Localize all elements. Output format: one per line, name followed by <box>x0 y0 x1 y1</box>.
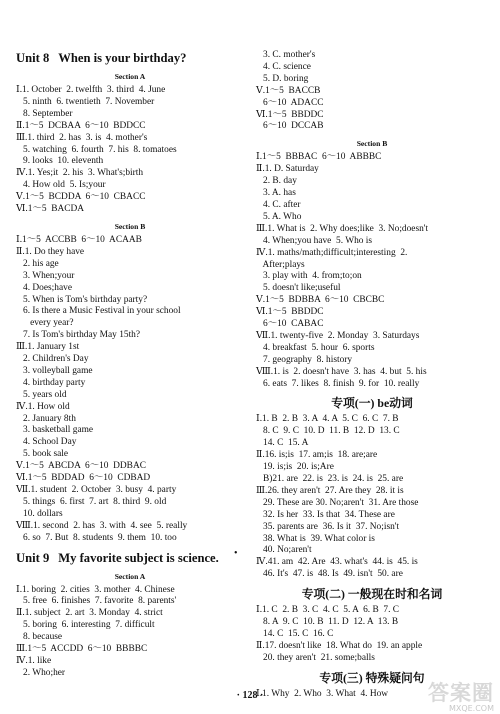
right-column <box>256 50 488 701</box>
answer-line: After;plays <box>256 259 305 270</box>
answer-line: 3. play with 4. from;to;on <box>256 271 362 282</box>
answer-line: 4. C. science <box>256 61 311 72</box>
answer-line: 38. What is 39. What color is <box>256 533 375 544</box>
answer-line: 9. looks 10. eleventh <box>16 156 104 167</box>
answer-line: 46. It's 47. is 48. Is 49. isn't 50. are <box>256 569 403 580</box>
answer-line: Ⅰ.1～5 ACCBB 6～10 ACAAB <box>16 234 142 245</box>
answer-line: 5. When is Tom's birthday party? <box>16 294 148 305</box>
answer-line: 2. Who;her <box>16 667 66 678</box>
answer-line: 6. Is there a Music Festival in your school <box>16 306 181 317</box>
left-column <box>16 48 244 680</box>
answer-line: Ⅳ.1. How old <box>16 401 70 412</box>
answer-line: 14. C 15. C 16. C <box>256 628 334 639</box>
special-topic-1-heading: 专项(一) be动词 <box>331 396 413 411</box>
unit8-title: When is your birthday? <box>58 51 187 65</box>
answer-line: Ⅱ.1～5 DCBAA 6～10 BDDCC <box>16 120 146 131</box>
answer-line: 19. is;is 20. is;Are <box>256 462 334 473</box>
watermark-url: MXQE.COM <box>448 704 494 713</box>
answer-line: Ⅵ.1～5 BBDDC <box>256 307 324 318</box>
special-topic-2-answers <box>256 605 488 665</box>
stray-dot: • <box>234 548 238 559</box>
answer-line: Ⅰ.1～5 BBBAC 6～10 ABBBC <box>256 152 382 163</box>
answer-line: 5. boring 6. interesting 7. difficult <box>16 620 155 631</box>
answer-line: 4. breakfast 5. hour 6. sports <box>256 342 375 353</box>
answer-line: 5. doesn't like;useful <box>256 283 341 294</box>
answer-line: 6～10 DCCAB <box>256 121 324 132</box>
special-topic-1-answers <box>256 414 488 581</box>
special-topic-2-heading: 专项(二) 一般现在时和名词 <box>301 587 443 602</box>
answer-line: 2. his age <box>16 258 59 269</box>
answer-line: 8. September <box>16 108 73 119</box>
answer-line: Ⅰ.1. C 2. B 3. C 4. C 5. A 6. B 7. C <box>256 605 400 616</box>
answer-line: 6. so 7. But 8. students 9. them 10. too <box>16 532 177 543</box>
answer-line: 20. they aren't 21. some;balls <box>256 652 375 663</box>
answer-line: 8. because <box>16 632 63 643</box>
unit9-section-b-label: Section B <box>356 139 388 149</box>
answer-line: Ⅷ.1. is 2. doesn't have 3. has 4. but 5. his <box>256 366 427 377</box>
unit8-section-a-answers <box>16 85 244 216</box>
unit9-number: Unit 9 <box>16 550 50 565</box>
answer-line: 40. No;aren't <box>256 545 312 556</box>
answer-line: 5. book sale <box>16 449 69 460</box>
answer-line: 10. dollars <box>16 508 63 519</box>
answer-line: 29. These are 30. No;aren't 31. Are those <box>256 497 419 508</box>
answer-line: 3. volleyball game <box>16 365 93 376</box>
answer-line: 8. C 9. C 10. D 11. B 12. D 13. C <box>256 426 400 437</box>
unit8-heading <box>16 50 244 66</box>
answer-line: Ⅱ.17. doesn't like 18. What do 19. an apple <box>256 640 423 651</box>
answer-line: 4. birthday party <box>16 377 86 388</box>
answer-line: Ⅱ.1. Do they have <box>16 246 85 257</box>
answer-line: 2. Children's Day <box>16 354 89 365</box>
answer-line: Ⅶ.1. twenty-five 2. Monday 3. Saturdays <box>256 330 420 341</box>
unit9-section-a-label: Section A <box>114 571 146 581</box>
answer-line: 4. How old 5. Is;your <box>16 180 106 191</box>
answer-line: 32. Is her 33. Is that 34. These are <box>256 509 395 520</box>
answer-line: Ⅱ.1. subject 2. art 3. Monday 4. strict <box>16 608 163 619</box>
answer-line: 5. D. boring <box>256 73 309 84</box>
answer-line: 3. A. has <box>256 188 296 199</box>
answer-line: Ⅴ.1～5 BACCB <box>256 85 321 96</box>
answer-line: 14. C 15. A <box>256 438 309 449</box>
answer-line: Ⅰ.1. B 2. B 3. A 4. A 5. C 6. C 7. B <box>256 414 399 425</box>
answer-line: 6～10 CABAC <box>256 319 324 330</box>
unit9-section-a-continued <box>256 50 488 133</box>
answer-line: Ⅱ.16. is;is 17. am;is 18. are;are <box>256 450 378 461</box>
answer-line: B)21. are 22. is 23. is 24. is 25. are <box>256 474 404 484</box>
answer-line: Ⅳ.1. like <box>16 655 52 666</box>
answer-line: Ⅲ.1. January 1st <box>16 342 80 353</box>
answer-line: Ⅰ.1. boring 2. cities 3. mother 4. Chinese <box>16 584 175 595</box>
answer-line: Ⅳ.1. maths/math;difficult;interesting 2. <box>256 247 408 258</box>
answer-line: Ⅲ.26. they aren't 27. Are they 28. it is <box>256 485 404 496</box>
unit8-section-b-answers <box>16 235 244 545</box>
answer-line: every year? <box>16 318 74 329</box>
answer-line: 5. free 6. finishes 7. favorite 8. parents' <box>16 596 177 607</box>
answer-line: Ⅷ.1. second 2. has 3. with 4. see 5. really <box>16 520 188 531</box>
unit8-section-a-label: Section A <box>114 72 146 81</box>
answer-line: 6～10 ADACC <box>256 97 324 108</box>
watermark-logo <box>416 683 494 713</box>
answer-line: 3. C. mother's <box>256 50 316 60</box>
answer-line: 4. School Day <box>16 437 77 448</box>
page-number: · 128 · <box>236 690 264 701</box>
unit9-title: My favorite subject is science. <box>58 550 219 565</box>
unit9-heading <box>16 550 244 566</box>
answer-line: 8. A 9. C 10. B 11. D 12. A 13. B <box>256 617 399 628</box>
answer-line: 6. eats 7. likes 8. finish 9. for 10. really <box>256 378 420 389</box>
answer-line: Ⅲ.1～5 ACCDD 6～10 BBBBC <box>16 644 148 655</box>
unit9-section-b-answers <box>256 152 488 390</box>
answer-line: 5. years old <box>16 389 67 400</box>
answer-line: 7. Is Tom's birthday May 15th? <box>16 330 141 341</box>
answer-line: 3. When;your <box>16 270 75 281</box>
unit8-section-b-label: Section B <box>114 221 146 231</box>
answer-line: 5. watching 6. fourth 7. his 8. tomatoes <box>16 144 177 155</box>
unit8-number: Unit 8 <box>16 51 50 65</box>
answer-line: Ⅱ.1. D. Saturday <box>256 164 319 175</box>
answer-line: Ⅲ.1. What is 2. Why does;like 3. No;doesn't <box>256 223 429 234</box>
answer-line: Ⅵ.1～5 BACDA <box>16 204 85 215</box>
answer-line: Ⅵ.1～5 BDDAD 6～10 CDBAD <box>16 473 151 484</box>
answer-line: Ⅴ.1～5 ABCDA 6～10 DDBAC <box>16 461 146 472</box>
answer-line: Ⅵ.1～5 BBDDC <box>256 109 324 120</box>
special-topic-3-heading: 专项(三) 特殊疑问句 <box>319 670 425 685</box>
answer-line: 2. January 8th <box>16 413 76 424</box>
answer-line: 3. basketball game <box>16 425 94 436</box>
answer-line: Ⅴ.1～5 BCDDA 6～10 CBACC <box>16 192 146 203</box>
answer-line: 4. Does;have <box>16 282 72 293</box>
watermark-text: 答案圈 <box>428 681 494 705</box>
answer-line: Ⅰ.1. Why 2. Who 3. What 4. How <box>256 688 389 699</box>
answer-line: 5. ninth 6. twentieth 7. November <box>16 96 155 107</box>
answer-line: 4. When;you have 5. Who is <box>256 235 373 246</box>
answer-line: 5. A. Who <box>256 211 302 222</box>
answer-line: Ⅶ.1. student 2. October 3. busy 4. party <box>16 485 177 495</box>
answer-line: Ⅴ.1～5 BDBBA 6～10 CBCBC <box>256 295 385 306</box>
answer-line: Ⅲ.1. third 2. has 3. is 4. mother's <box>16 132 148 143</box>
answer-line: 7. geography 8. history <box>256 354 353 365</box>
answer-line: 4. C. after <box>256 199 301 210</box>
answer-line: 35. parents are 36. Is it 37. No;isn't <box>256 521 400 532</box>
answer-line: 5. things 6. first 7. art 8. third 9. old <box>16 496 167 507</box>
unit9-section-a-answers <box>16 585 244 680</box>
answer-line: Ⅰ.1. October 2. twelfth 3. third 4. June <box>16 85 166 95</box>
answer-line: Ⅳ.1. Yes;it 2. his 3. What's;birth <box>16 168 144 179</box>
answer-line: 2. B. day <box>256 176 297 187</box>
answer-line: Ⅳ.41. am 42. Are 43. what's 44. is 45. is <box>256 557 418 568</box>
